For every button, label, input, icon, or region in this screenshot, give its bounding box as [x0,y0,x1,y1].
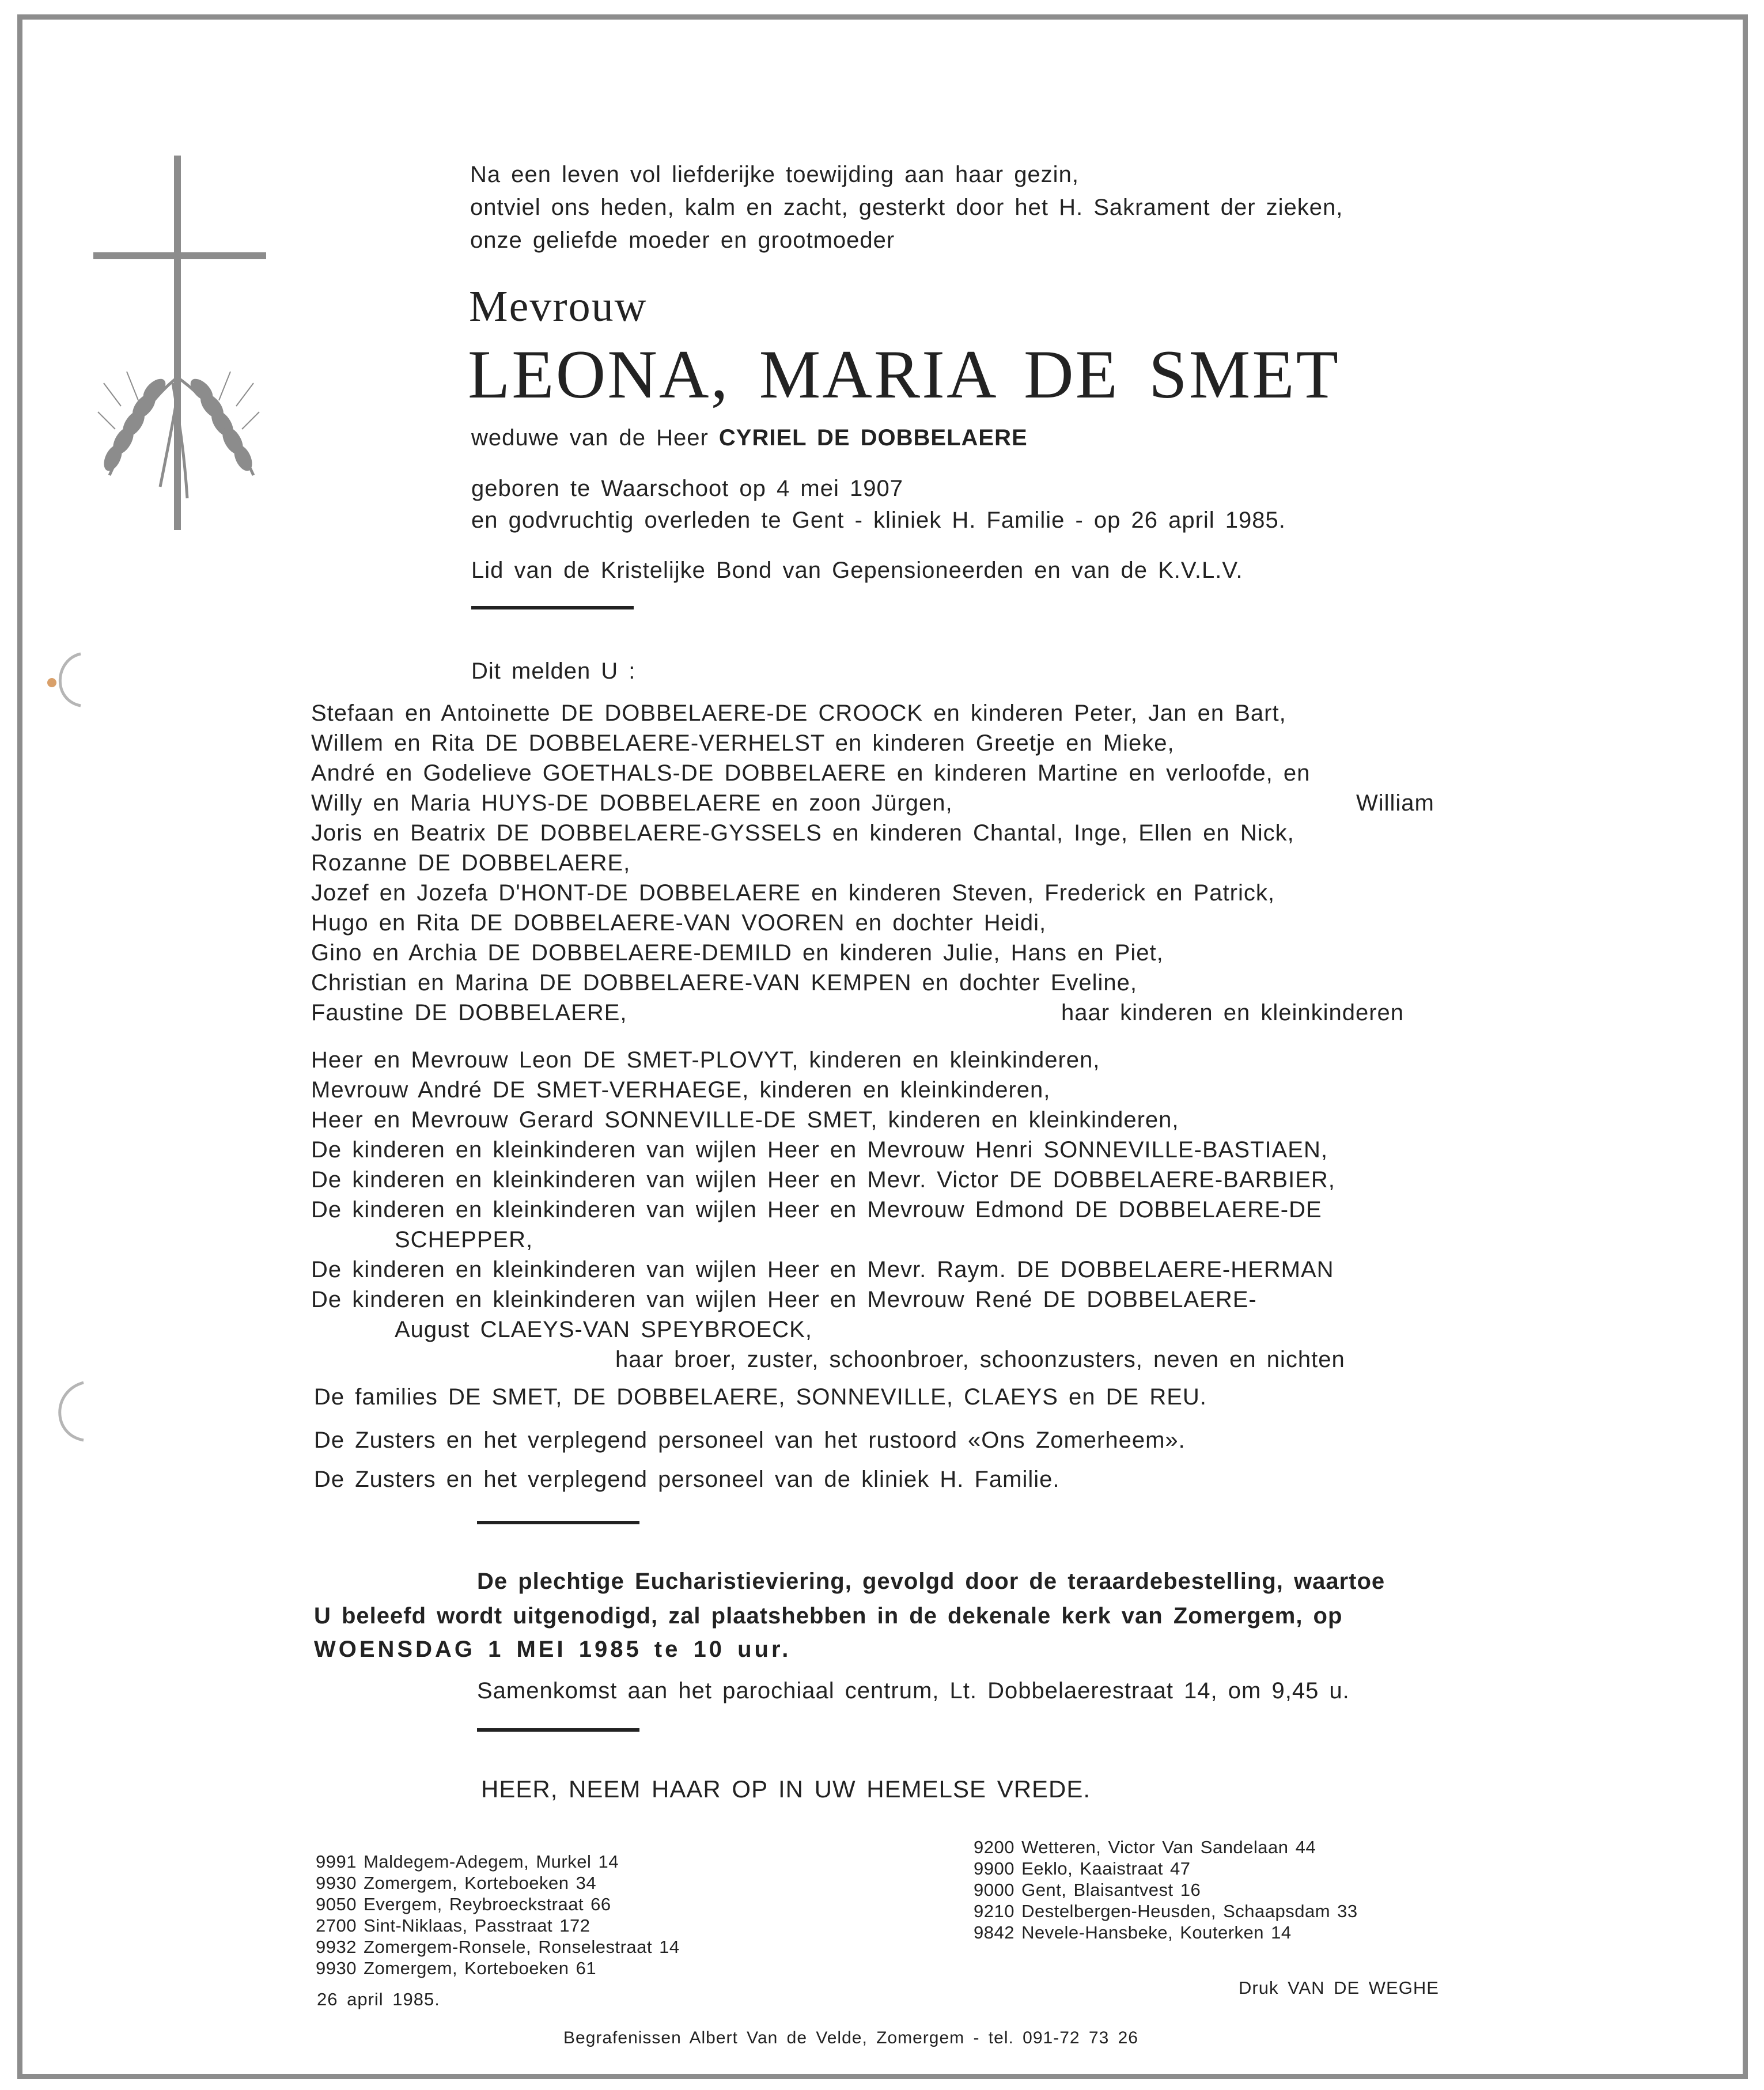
children-line: Rozanne DE DOBBELAERE, [311,850,631,876]
sibling-line: August CLAEYS-VAN SPEYBROECK, [395,1317,812,1342]
widow-line [471,426,1028,449]
children-line: Willy en Maria HUYS-DE DOBBELAERE en zoon Jürgen, [311,790,953,816]
sibling-line: Mevrouw André DE SMET-VERHAEGE, kinderen en kleinkinderen, [311,1077,1051,1103]
divider [477,1728,639,1732]
intro-line: onze geliefde moeder en grootmoeder [470,228,895,253]
sibling-line: De kinderen en kleinkinderen van wijlen Heer en Mevr. Raym. DE DOBBELAERE-HERMAN [311,1257,1334,1282]
children-line: Hugo en Rita DE DOBBELAERE-VAN VOOREN en dochter Heidi, [311,910,1047,936]
sibling-line: De kinderen en kleinkinderen van wijlen Heer en Mevrouw René DE DOBBELAERE- [311,1287,1257,1312]
printer-credit: Druk VAN DE WEGHE [1239,1978,1439,1998]
children-line: Willem en Rita DE DOBBELAERE-VERHELST en kinderen Greetje en Mieke, [311,730,1175,756]
address-line: 9930 Zomergem, Korteboeken 61 [316,1958,597,1978]
sibling-line: De kinderen en kleinkinderen van wijlen Heer en Mevrouw Henri SONNEVILLE-BASTIAEN, [311,1137,1328,1163]
punch-hole-mark-bottom [40,1377,92,1446]
address-line: 2700 Sint-Niklaas, Passtraat 172 [316,1915,590,1936]
address-line: 9000 Gent, Blaisantvest 16 [974,1880,1201,1900]
children-line: Christian en Marina DE DOBBELAERE-VAN KEMPEN en dochter Eveline, [311,970,1138,995]
sibling-line: De kinderen en kleinkinderen van wijlen Heer en Mevrouw Edmond DE DOBBELAERE-DE [311,1197,1322,1222]
families-line: De families DE SMET, DE DOBBELAERE, SONNEVILLE, CLAEYS en DE REU. [314,1384,1207,1410]
cross-with-wheat-icon [86,153,305,539]
undertaker-credit: Begrafenissen Albert Van de Velde, Zomergem - tel. 091-72 73 26 [563,2028,1138,2047]
sisters-line: De Zusters en het verplegend personeel van het rustoord «Ons Zomerheem». [314,1428,1186,1453]
address-line: 9932 Zomergem-Ronsele, Ronselestraat 14 [316,1937,680,1957]
siblings-role: haar broer, zuster, schoonbroer, schoonzusters, neven en nichten [615,1347,1345,1372]
membership-line: Lid van de Kristelijke Bond van Gepensioneerden en van de K.V.L.V. [471,558,1243,583]
address-line: 9930 Zomergem, Korteboeken 34 [316,1873,597,1893]
children-line: André en Godelieve GOETHALS-DE DOBBELAERE en kinderen Martine en verloofde, en [311,760,1311,786]
children-line: Faustine DE DOBBELAERE, [311,1000,627,1025]
salutation: Mevrouw [469,282,648,331]
service-line: De plechtige Eucharistieviering, gevolgd door de teraardebestelling, waartoe [477,1569,1386,1594]
sisters-line: De Zusters en het verplegend personeel van de kliniek H. Familie. [314,1467,1060,1492]
children-line: Joris en Beatrix DE DOBBELAERE-GYSSELS en kinderen Chantal, Inge, Ellen en Nick, [311,820,1294,846]
document-date: 26 april 1985. [317,1989,440,2009]
children-line: Stefaan en Antoinette DE DOBBELAERE-DE CROOCK en kinderen Peter, Jan en Bart, [311,701,1286,726]
sibling-line: Heer en Mevrouw Leon DE SMET-PLOVYT, kinderen en kleinkinderen, [311,1047,1100,1073]
widow-prefix: weduwe van de Heer [471,425,709,450]
children-line: Gino en Archia DE DOBBELAERE-DEMILD en kinderen Julie, Hans en Piet, [311,940,1164,966]
children-role: haar kinderen en kleinkinderen [1061,1000,1405,1025]
widow-of-name: CYRIEL DE DOBBELAERE [718,425,1028,450]
children-line: Jozef en Jozefa D'HONT-DE DOBBELAERE en kinderen Steven, Frederick en Patrick, [311,880,1275,906]
prayer-line: HEER, NEEM HAAR OP IN UW HEMELSE VREDE. [481,1775,1091,1803]
deceased-name: LEONA, MARIA DE SMET [468,336,1340,412]
announce-label: Dit melden U : [471,658,636,684]
sibling-line: Heer en Mevrouw Gerard SONNEVILLE-DE SMET, kinderen en kleinkinderen, [311,1107,1179,1133]
address-line: 9200 Wetteren, Victor Van Sandelaan 44 [974,1837,1316,1857]
intro-line: ontviel ons heden, kalm en zacht, gesterkt door het H. Sakrament der zieken, [470,195,1343,220]
divider [471,606,634,609]
intro-line: Na een leven vol liefderijke toewijding aan haar gezin, [470,162,1079,187]
service-line: U beleefd wordt uitgenodigd, zal plaatshebben in de dekenale kerk van Zomergem, op [314,1603,1343,1629]
divider [477,1521,639,1524]
death-line: en godvruchtig overleden te Gent - kliniek H. Familie - op 26 april 1985. [471,508,1286,533]
address-line: 9050 Evergem, Reybroeckstraat 66 [316,1894,611,1914]
address-line: 9842 Nevele-Hansbeke, Kouterken 14 [974,1922,1292,1943]
birth-line: geboren te Waarschoot op 4 mei 1907 [471,476,903,501]
address-line: 9900 Eeklo, Kaaistraat 47 [974,1858,1191,1879]
children-extra: William [1356,790,1434,816]
addresses-right [974,1837,1358,1943]
sibling-line: De kinderen en kleinkinderen van wijlen Heer en Mevr. Victor DE DOBBELAERE-BARBIER, [311,1167,1335,1192]
sibling-line: SCHEPPER, [395,1227,533,1252]
punch-hole-mark-top [40,648,92,711]
service-line: WOENSDAG 1 MEI 1985 te 10 uur. [314,1637,792,1662]
address-line: 9991 Maldegem-Adegem, Murkel 14 [316,1852,619,1872]
address-line: 9210 Destelbergen-Heusden, Schaapsdam 33 [974,1901,1358,1921]
gathering-line: Samenkomst aan het parochiaal centrum, Lt. Dobbelaerestraat 14, om 9,45 u. [477,1678,1350,1703]
addresses-left [316,1851,680,1979]
